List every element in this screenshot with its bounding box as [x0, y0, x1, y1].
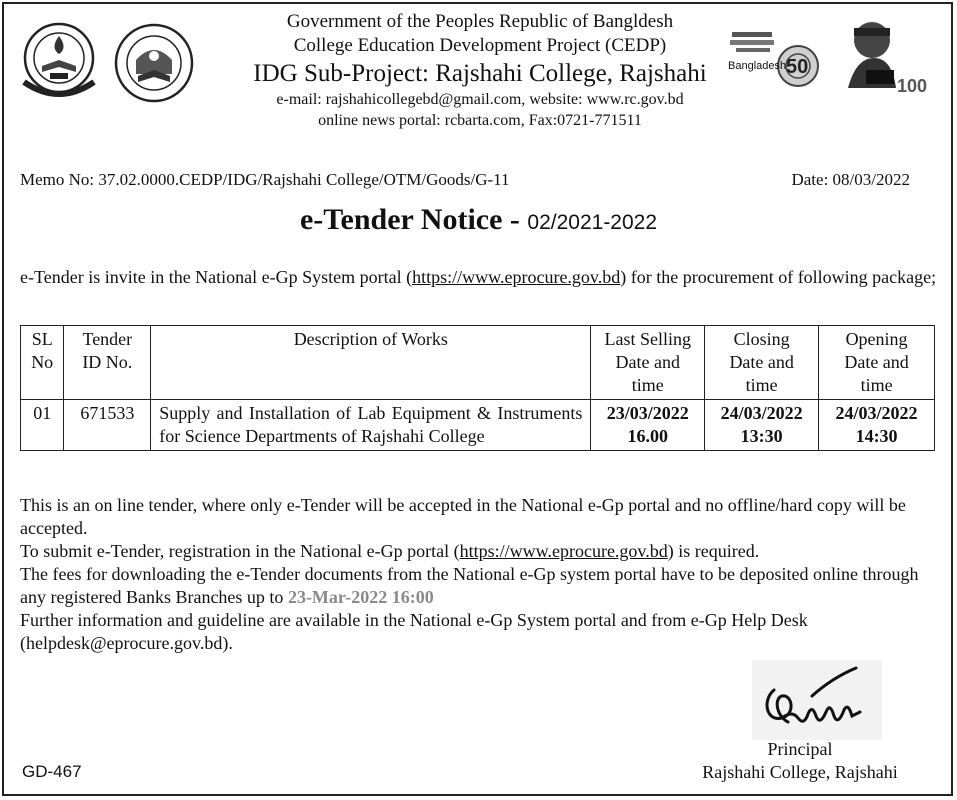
- government-name: Government of the Peoples Republic of Bangldesh: [286, 11, 674, 32]
- mujib-100-logo: [834, 18, 934, 96]
- notice-title: [0, 203, 957, 237]
- cell-sl: 01: [21, 400, 64, 451]
- gd-code: GD-467: [22, 762, 82, 781]
- notice-number: 02/2021-2022: [527, 211, 658, 234]
- memo-date: Date: 08/03/2022: [791, 170, 910, 189]
- cell-description: Supply and Installation of Lab Equipment & Instruments for Science Departments of Rajshahi College: [151, 400, 591, 451]
- intro-text-start: e-Tender is invite in the National e-Gp System portal (: [20, 267, 413, 287]
- body-paragraph-helpdesk: Further information and guideline are available in the National e-Gp System portal and from e-Gp Help Desk (helpdesk@eprocure.gov.bd).: [20, 610, 808, 653]
- cell-last-selling: 23/03/2022 16.00: [591, 400, 705, 451]
- signatory-org: Rajshahi College, Rajshahi: [702, 762, 898, 782]
- cell-tender-id: 671533: [64, 400, 151, 451]
- eprocure-link-2[interactable]: https://www.eprocure.gov.bd: [459, 541, 668, 561]
- notice-title-main: e-Tender Notice -: [299, 203, 528, 236]
- body-paragraph-registration: To submit e-Tender, registration in the National e-Gp portal (https://www.eprocure.gov.bd) is required.: [20, 541, 760, 561]
- education-seal-logo: [112, 22, 196, 104]
- body-paragraph-fees: The fees for downloading the e-Tender documents from the National e-Gp system portal have to be deposited online through any registered Banks Branches up to 23-Mar-2022 16:00: [20, 564, 919, 607]
- memo-number: Memo No: 37.02.0000.CEDP/IDG/Rajshahi College/OTM/Goods/G-11: [20, 170, 510, 189]
- eprocure-link[interactable]: https://www.eprocure.gov.bd: [412, 267, 621, 287]
- signatory-block: [690, 738, 910, 784]
- fee-deadline: 23-Mar-2022 16:00: [287, 587, 434, 607]
- letterhead: [200, 10, 760, 131]
- contact-portal-fax: online news portal: rcbarta.com, Fax:0721-771511: [318, 112, 642, 129]
- header-last-selling: Last Selling Date and time: [591, 326, 705, 400]
- cell-opening: 24/03/2022 14:30: [819, 400, 935, 451]
- intro-text-end: ) for the procurement of following package;: [620, 267, 937, 287]
- signatory-title: Principal: [767, 739, 833, 759]
- body-paragraph-online: This is an on line tender, where only e-Tender will be accepted in the National e-Gp portal and no offline/hard copy will be accepted.: [20, 495, 906, 538]
- tender-table: [20, 325, 935, 451]
- header-tender-id: Tender ID No.: [64, 326, 151, 400]
- jubilee-text: Bangladesh: [728, 60, 787, 72]
- table-row: [21, 400, 935, 451]
- mujib-number: 100: [897, 76, 928, 96]
- header-description: Description of Works: [151, 326, 591, 400]
- header-opening: Opening Date and time: [819, 326, 935, 400]
- project-name: College Education Development Project (CEDP): [293, 35, 667, 56]
- header-closing: Closing Date and time: [705, 326, 819, 400]
- jubilee-number: 50: [786, 56, 809, 78]
- helpdesk-email[interactable]: helpdesk@eprocure.gov.bd: [26, 633, 223, 653]
- contact-email-website: e-mail: rajshahicollegebd@gmail.com, website: www.rc.gov.bd: [276, 91, 684, 108]
- intro-paragraph: [20, 266, 945, 289]
- header-sl: SL No: [21, 326, 64, 400]
- cell-closing: 24/03/2022 13:30: [705, 400, 819, 451]
- notice-body: [20, 494, 945, 655]
- rajshahi-college-logo: [20, 20, 98, 102]
- sub-project-name: IDG Sub-Project: Rajshahi College, Rajshahi: [253, 60, 707, 87]
- principal-signature: [752, 660, 882, 745]
- table-header-row: [21, 326, 935, 400]
